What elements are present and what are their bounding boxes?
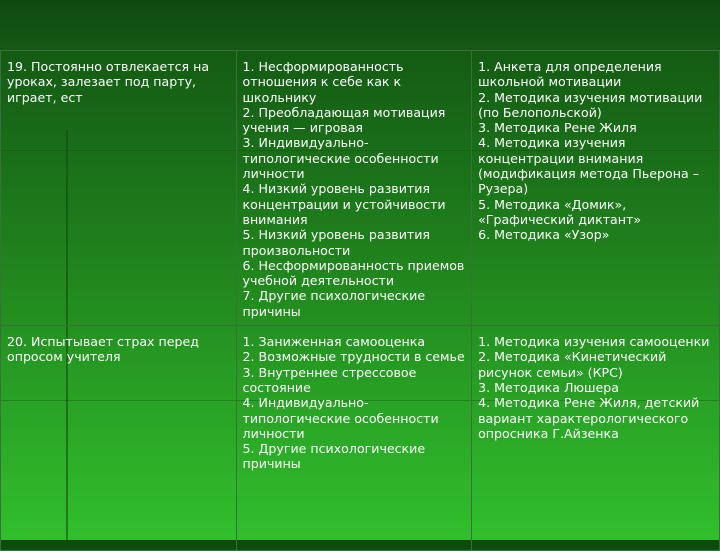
method-item: 2. Методика изучения мотивации (по Белопольской) [478, 89, 703, 120]
method-item: 5. Методика «Домик», «Графический диктант» [478, 196, 642, 227]
problem-cell [1, 51, 237, 326]
cause-item: 3. Внутреннее стрессовое состояние [242, 364, 417, 395]
diagnostics-table [0, 50, 720, 551]
cause-item: 6. Несформированность приемов учебной деятельности [242, 257, 465, 289]
methods-cell [472, 326, 720, 551]
problem-text: 20. Испытывает страх перед опросом учителя [7, 334, 199, 365]
cause-item: 1. Несформированность отношения к себе как к школьнику [242, 59, 404, 105]
method-item: 4. Методика изучения концентрации внимания (модификация метода Пьерона – Рузера) [478, 135, 699, 197]
method-item: 3. Методика Рене Жиля [478, 120, 637, 136]
method-item: 6. Методика «Узор» [478, 227, 610, 243]
cause-item: 5. Низкий уровень развития произвольности [242, 227, 430, 258]
cause-item: 3. Индивидуально-типологические особенности личности [242, 135, 439, 182]
problem-cell [1, 326, 237, 551]
causes-cell [236, 51, 472, 326]
cause-item: 1. Заниженная самооценка [242, 334, 426, 350]
table-row [1, 51, 720, 326]
cause-item: 2. Возможные трудности в семье [242, 349, 465, 365]
problem-text: 19. Постоянно отвлекается на уроках, залезает под парту, играет, ест [7, 59, 210, 105]
cause-item: 4. Индивидуально-типологические особенности личности [242, 395, 439, 441]
method-item: 1. Методика изучения самооценки [478, 334, 710, 350]
method-item: 2. Методика «Кинетический рисунок семьи» (КРС) [478, 349, 667, 380]
cause-item: 7. Другие психологические причины [242, 288, 426, 319]
cause-item: 5. Другие психологические причины [242, 441, 426, 472]
methods-cell [472, 51, 720, 326]
method-item: 4. Методика Рене Жиля, детский вариант характерологического опросника Г.Айзенка [478, 395, 700, 441]
table-row [1, 326, 720, 551]
cause-item: 2. Преобладающая мотивация учения — игровая [242, 104, 446, 136]
method-item: 3. Методика Люшера [478, 379, 620, 395]
causes-cell [236, 326, 472, 551]
cause-item: 4. Низкий уровень развития концентрации и устойчивости внимания [242, 181, 446, 227]
method-item: 1. Анкета для определения школьной мотивации [478, 59, 662, 90]
